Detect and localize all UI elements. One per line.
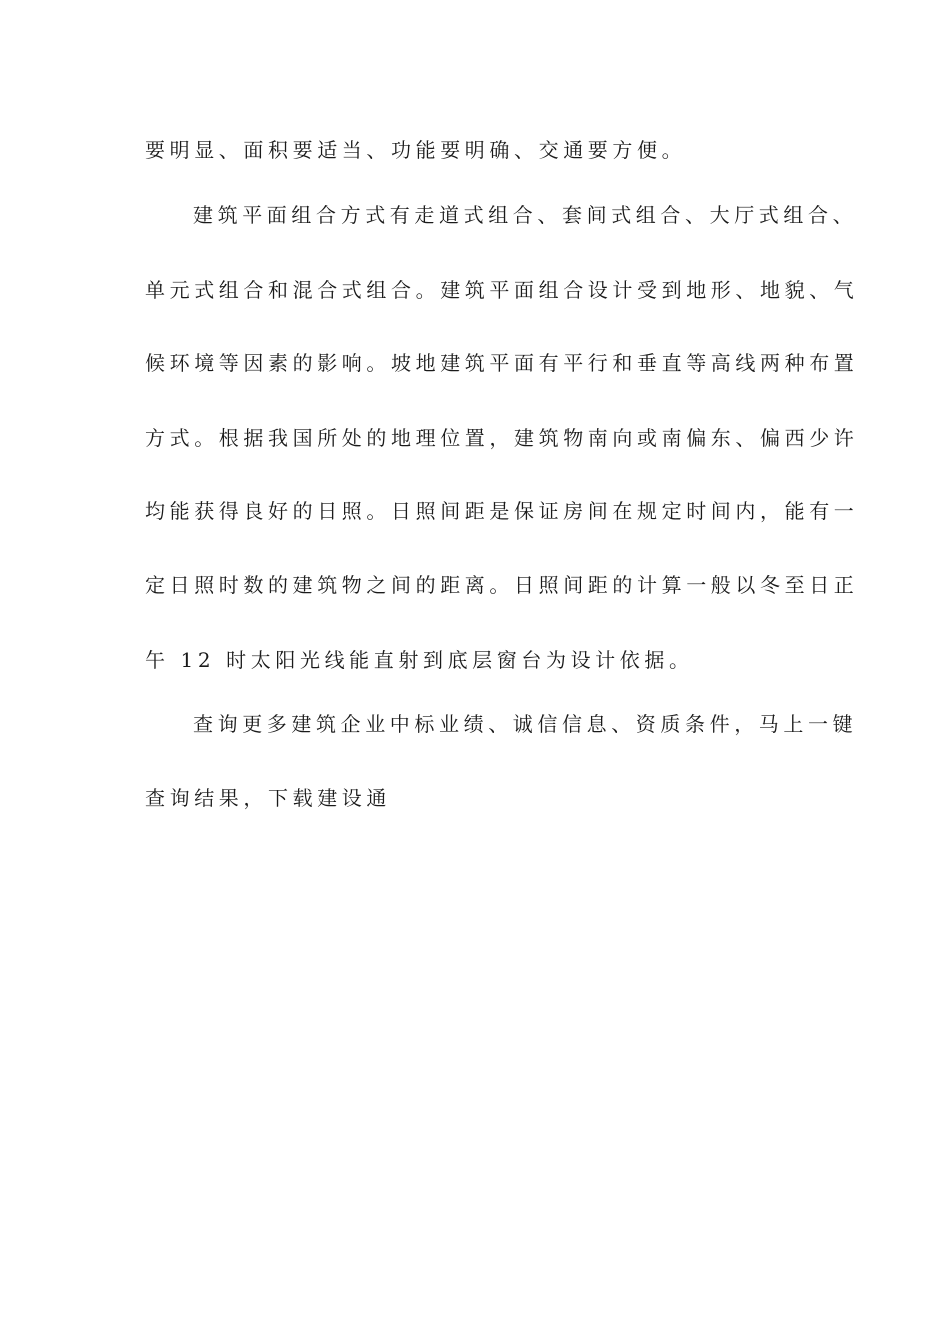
paragraph-line-5: 方式。根据我国所处的地理位置，建筑物南向或南偏东、偏西少许 — [145, 426, 859, 450]
paragraph-line-4: 候环境等因素的影响。坡地建筑平面有平行和垂直等高线两种布置 — [145, 351, 859, 375]
paragraph-line-9: 查询更多建筑企业中标业绩、诚信信息、资质条件，马上一键 — [193, 712, 858, 736]
paragraph-line-7: 定日照时数的建筑物之间的距离。日照间距的计算一般以冬至日正 — [145, 573, 859, 597]
paragraph-line-6: 均能获得良好的日照。日照间距是保证房间在规定时间内，能有一 — [145, 499, 859, 523]
paragraph-line-2: 建筑平面组合方式有走道式组合、套间式组合、大厅式组合、 — [193, 203, 858, 227]
paragraph-line-1: 要明显、面积要适当、功能要明确、交通要方便。 — [145, 138, 687, 162]
paragraph-line-8: 午 12 时太阳光线能直射到底层窗台为设计依据。 — [145, 648, 694, 672]
paragraph-line-10: 查询结果，下载建设通 — [145, 786, 391, 810]
paragraph-line-3: 单元式组合和混合式组合。建筑平面组合设计受到地形、地貌、气 — [145, 278, 859, 302]
